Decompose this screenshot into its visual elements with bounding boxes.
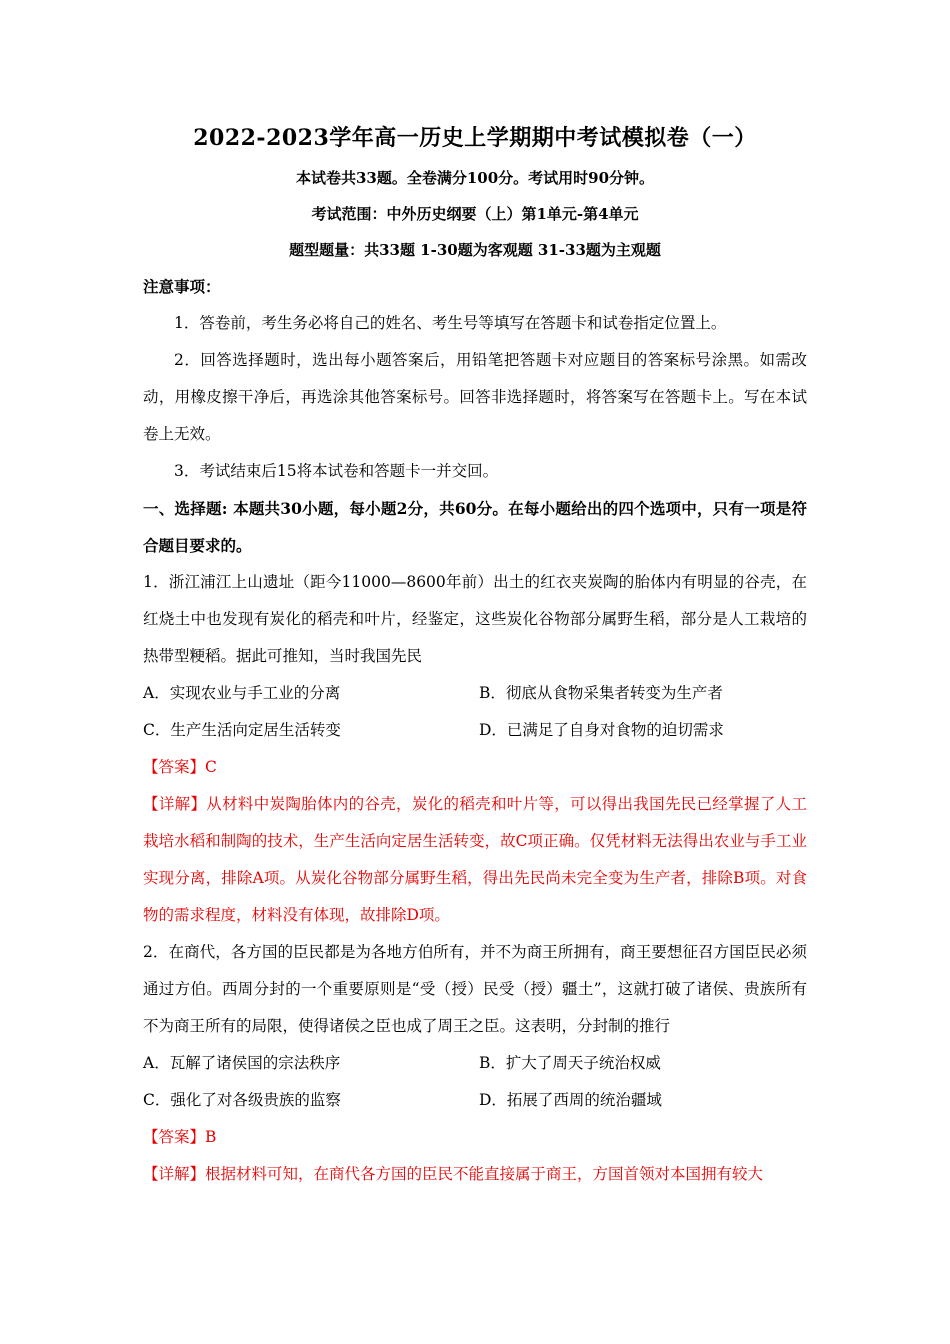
option-b: B．彻底从食物采集者转变为生产者 [479, 684, 723, 702]
detail-label: 【详解】 [143, 795, 207, 813]
question-2-answer [143, 1119, 807, 1156]
question-1-stem: 1．浙江浦江上山遗址（距今11000—8600年前）出土的红衣夹炭陶的胎体内有明显的谷壳，在红烧土中也发现有炭化的稻壳和叶片，经鉴定，这些炭化谷物部分属野生稻，部分是人工栽培的热带型粳稻。据此可推知，当时我国先民 [143, 573, 807, 665]
section-heading: 一、选择题: 本题共30小题，每小题2分，共60分。在每小题给出的四个选项中，只有一项是符合题目要求的。 [143, 499, 807, 555]
notice-item-3: 3．考试结束后15将本试卷和答题卡一并交回。 [174, 462, 499, 480]
option-c: C．强化了对各级贵族的监察 [143, 1091, 341, 1109]
answer-value: B [205, 1128, 217, 1146]
question-1-options [143, 675, 807, 749]
detail-label: 【详解】 [143, 1165, 206, 1183]
option-a: A．实现农业与手工业的分离 [143, 684, 341, 702]
page-title: 2022-2023学年高一历史上学期期中考试模拟卷（一） [193, 125, 757, 151]
exam-info-line: 本试卷共33题。全卷满分100分。考试用时90分钟。 [295, 169, 655, 187]
document-page [143, 118, 807, 1193]
question-1-detail [143, 786, 807, 934]
answer-value: C [205, 758, 217, 776]
notice-heading: 注意事项： [143, 277, 221, 296]
detail-text: 根据材料可知，在商代各方国的臣民不能直接属于商王，方国首领对本国拥有较大 [205, 1165, 764, 1183]
option-b: B．扩大了周天子统治权威 [479, 1054, 661, 1072]
option-c: C．生产生活向定居生活转变 [143, 721, 341, 739]
notice-item-2: 2．回答选择题时，选出每小题答案后，用铅笔把答题卡对应题目的答案标号涂黑。如需改动，用橡皮擦干净后，再选涂其他答案标号。回答非选择题时，将答案写在答题卡上。写在本试卷上无效。 [143, 351, 807, 443]
question-2-detail [143, 1156, 807, 1193]
question-1-answer [143, 749, 807, 786]
detail-text: 从材料中炭陶胎体内的谷壳，炭化的稻壳和叶片等，可以得出我国先民已经掌握了人工栽培水稻和制陶的技术，生产生活向定居生活转变，故C项正确。仅凭材料无法得出农业与手工业实现分离，排除A项。从炭化谷物部分属野生稻，得出先民尚未完全变为生产者，排除B项。对食物的需求程度，材料没有体现，故排除D项。 [143, 795, 807, 924]
notice-item-1: 1．答卷前，考生务必将自己的姓名、考生号等填写在答题卡和试卷指定位置上。 [174, 314, 727, 332]
option-d: D．已满足了自身对食物的迫切需求 [479, 721, 724, 739]
option-a: A．瓦解了诸侯国的宗法秩序 [143, 1054, 341, 1072]
question-type-line: 题型题量：共33题 1-30题为客观题 31-33题为主观题 [289, 241, 661, 259]
answer-label: 【答案】 [143, 1128, 206, 1146]
answer-label: 【答案】 [143, 758, 206, 776]
exam-scope-line: 考试范围：中外历史纲要（上）第1单元-第4单元 [311, 205, 639, 223]
question-2-options [143, 1045, 807, 1119]
option-d: D．拓展了西周的统治疆域 [479, 1091, 662, 1109]
question-2-stem: 2．在商代，各方国的臣民都是为各地方伯所有，并不为商王所拥有，商王要想征召方国臣民必须通过方伯。西周分封的一个重要原则是“受（授）民受（授）疆土”，这就打破了诸侯、贵族所有不为商王所有的局限，使得诸侯之臣也成了周王之臣。这表明，分封制的推行 [143, 943, 807, 1035]
